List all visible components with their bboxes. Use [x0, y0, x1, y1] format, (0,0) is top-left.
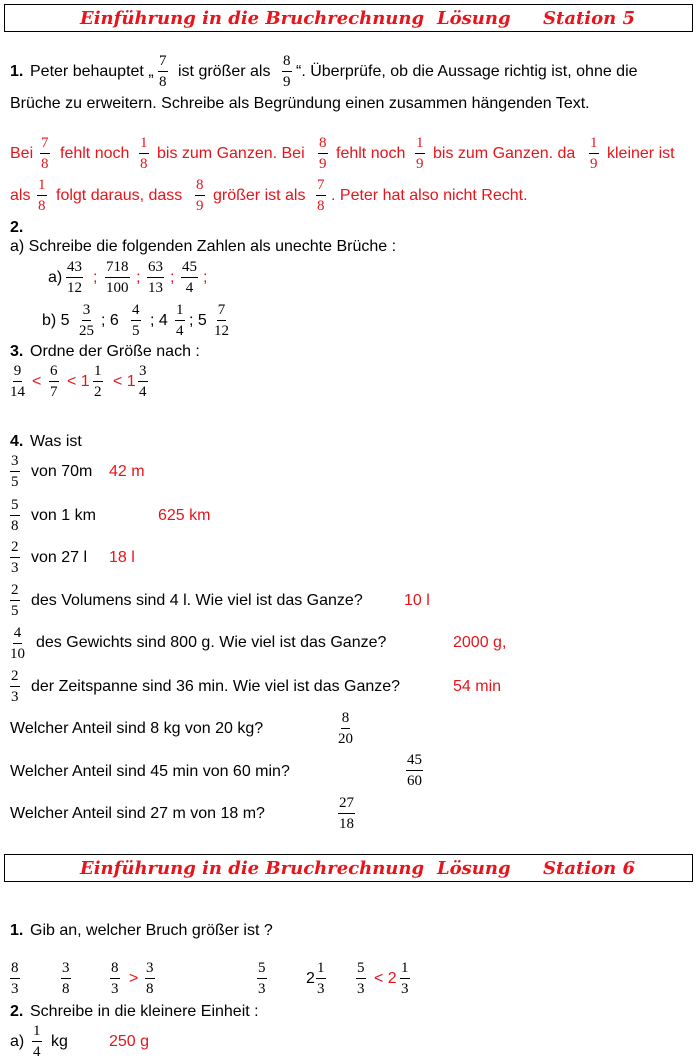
- item-label: a): [48, 269, 63, 286]
- separator: ;: [170, 269, 175, 286]
- less-than: <: [32, 373, 42, 390]
- item-answer: 10 l: [404, 592, 430, 609]
- fraction: 8 3: [11, 960, 19, 997]
- item-text: des Gewichts sind 800 g. Wie viel ist das Ganze?: [36, 634, 387, 651]
- separator: ;: [93, 269, 98, 286]
- header-title: Einführung in die Bruchrechnung: [80, 858, 425, 879]
- fraction: 27 18: [339, 795, 354, 832]
- item-answer: 2000 g,: [453, 634, 507, 651]
- fraction: 8 20: [338, 710, 353, 747]
- fraction: 3 8: [146, 960, 154, 997]
- fraction: 7 8: [41, 135, 49, 172]
- fraction: 7 12: [214, 302, 229, 339]
- fraction: 3 25: [79, 302, 94, 339]
- fraction: 8 9: [283, 53, 291, 90]
- question-number: 2.: [10, 1003, 24, 1020]
- fraction: 3 4: [139, 363, 147, 400]
- question-text: Was ist: [30, 433, 82, 450]
- answer-text: größer ist als: [213, 187, 306, 204]
- whole-number: 2: [306, 970, 315, 987]
- question-number: 2.: [10, 219, 24, 236]
- fraction: 2 3: [11, 668, 19, 705]
- header-station: Station 5: [543, 8, 636, 29]
- separator: ;: [203, 269, 208, 286]
- greater-than: >: [129, 970, 139, 987]
- fraction: 6 7: [50, 363, 58, 400]
- fraction: 43 12: [67, 259, 82, 296]
- fraction: 45 4: [182, 259, 197, 296]
- question-number: 4.: [10, 433, 24, 450]
- question-number: 1.: [10, 922, 24, 939]
- fraction: 7 8: [159, 53, 167, 90]
- fraction: 5 3: [357, 960, 365, 997]
- fraction: 1 3: [401, 960, 409, 997]
- less-than: < 1: [67, 373, 90, 390]
- fraction: 45 60: [407, 752, 422, 789]
- item-answer: 250 g: [109, 1033, 150, 1050]
- fraction: 1 9: [416, 135, 424, 172]
- less-than: < 1: [113, 373, 136, 390]
- item-text: des Volumens sind 4 l. Wie viel ist das Ganze?: [31, 592, 363, 609]
- item-answer: 625 km: [158, 507, 211, 524]
- fraction: 2 5: [11, 582, 19, 619]
- fraction: 1 8: [140, 135, 148, 172]
- fraction: 1 9: [590, 135, 598, 172]
- question-text: Brüche zu erweitern. Schreibe als Begründung einen zusammen hängenden Text.: [10, 95, 590, 112]
- answer-text: fehlt noch: [60, 145, 130, 162]
- answer-text: fehlt noch: [336, 145, 406, 162]
- fraction: 4 10: [10, 625, 25, 662]
- fraction: 5 8: [11, 497, 19, 534]
- fraction: 9 14: [10, 363, 25, 400]
- fraction: 63 13: [148, 259, 163, 296]
- answer-text: kleiner ist: [607, 145, 675, 162]
- item-text: ; 6: [101, 312, 119, 329]
- item-text: von 1 km: [31, 507, 96, 524]
- item-label: a): [10, 1033, 25, 1050]
- question-number: 1.: [10, 63, 24, 80]
- fraction: 718 100: [106, 259, 129, 296]
- fraction: 5 3: [258, 960, 266, 997]
- question-text: Peter behauptet „: [30, 63, 154, 80]
- fraction: 8 9: [196, 177, 204, 214]
- fraction: 8 9: [319, 135, 327, 172]
- fraction: 7 8: [317, 177, 325, 214]
- separator: ;: [136, 269, 141, 286]
- item-answer: 42 m: [109, 463, 145, 480]
- unit-text: kg: [51, 1033, 68, 1050]
- answer-text: bis zum Ganzen. Bei: [157, 145, 305, 162]
- item-label: b) 5: [42, 312, 70, 329]
- fraction: 1 8: [38, 177, 46, 214]
- fraction: 1 4: [176, 302, 184, 339]
- fraction: 1 4: [33, 1023, 41, 1060]
- question-text: Ordne der Größe nach :: [30, 343, 200, 360]
- header-solution: Lösung: [437, 8, 511, 29]
- question-text: Schreibe in die kleinere Einheit :: [30, 1003, 259, 1020]
- fraction: 3 8: [62, 960, 70, 997]
- share-question: Welcher Anteil sind 27 m von 18 m?: [10, 805, 265, 822]
- less-than: < 2: [374, 970, 397, 987]
- header-station-6: [4, 854, 693, 882]
- share-question: Welcher Anteil sind 8 kg von 20 kg?: [10, 720, 264, 737]
- question-number: 3.: [10, 343, 24, 360]
- fraction: 1 3: [317, 960, 325, 997]
- question-text: ist größer als: [178, 63, 271, 80]
- header-station: Station 6: [543, 858, 636, 879]
- header-station-5: [4, 4, 693, 32]
- header-solution: Lösung: [437, 858, 511, 879]
- answer-text: folgt daraus, dass: [56, 187, 183, 204]
- fraction: 8 3: [111, 960, 119, 997]
- question-text: Gib an, welcher Bruch größer ist ?: [30, 922, 273, 939]
- question-text: “. Überprüfe, ob die Aussage richtig ist, ohne die: [296, 63, 638, 80]
- item-text: von 27 l: [31, 549, 88, 566]
- header-title: Einführung in die Bruchrechnung: [80, 8, 425, 29]
- answer-text: Bei: [10, 145, 34, 162]
- answer-text: bis zum Ganzen. da: [433, 145, 576, 162]
- item-answer: 18 l: [109, 549, 135, 566]
- item-text: ; 5: [189, 312, 207, 329]
- fraction: 4 5: [132, 302, 140, 339]
- fraction: 3 5: [11, 453, 19, 490]
- answer-text: . Peter hat also nicht Recht.: [331, 187, 528, 204]
- item-text: der Zeitspanne sind 36 min. Wie viel ist das Ganze?: [31, 678, 401, 695]
- fraction: 1 2: [94, 363, 102, 400]
- item-text: ; 4: [150, 312, 168, 329]
- item-text: von 70m: [31, 463, 93, 480]
- share-question: Welcher Anteil sind 45 min von 60 min?: [10, 763, 290, 780]
- fraction: 2 3: [11, 539, 19, 576]
- answer-text: als: [10, 187, 31, 204]
- item-answer: 54 min: [453, 678, 502, 695]
- question-text: a) Schreibe die folgenden Zahlen als unechte Brüche :: [10, 238, 397, 255]
